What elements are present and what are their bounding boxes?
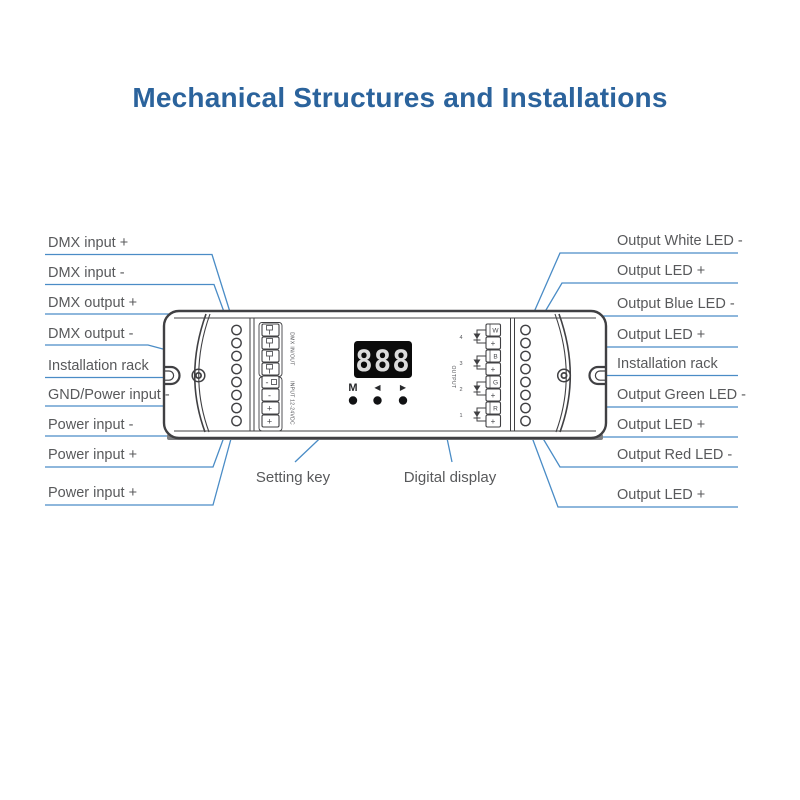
plus-glyph: + — [490, 339, 496, 348]
terminal-screw — [521, 390, 530, 399]
gnd-minus-glyph: - — [265, 377, 269, 388]
label-output-led-plus3: Output LED + — [617, 417, 706, 433]
left-arrow-key-button — [373, 396, 381, 404]
left-arrow-key-label: ◀ — [374, 383, 381, 392]
right-arrow-key-button — [399, 396, 407, 404]
output-label: OUTPUT — [450, 365, 456, 389]
terminal-screw — [521, 338, 530, 347]
page-title: Mechanical Structures and Installations — [132, 82, 668, 113]
terminal-screw — [232, 364, 241, 373]
terminal-screw — [232, 325, 241, 334]
digital-display — [354, 341, 412, 378]
terminal-screw — [521, 403, 530, 412]
channel-letter: W — [492, 327, 499, 335]
plus-glyph: + — [266, 403, 273, 414]
channel-number: 3 — [459, 361, 463, 367]
channel-letter: G — [492, 379, 499, 387]
terminal-screw — [232, 377, 241, 386]
label-dmx-output-minus: DMX output - — [48, 326, 134, 342]
terminal-screw — [232, 403, 241, 412]
label-output-red-led: Output Red LED - — [617, 447, 733, 463]
label-power-input-minus: Power input - — [48, 417, 134, 433]
plus-glyph: + — [490, 365, 496, 374]
label-dmx-input-plus: DMX input + — [48, 235, 129, 251]
label-power-input-plus1: Power input + — [48, 447, 138, 463]
label-output-white-led: Output White LED - — [617, 233, 743, 249]
terminal-screw — [521, 416, 530, 425]
label-installation-rack-left: Installation rack — [48, 358, 149, 374]
label-dmx-output-plus: DMX output + — [48, 295, 138, 311]
input-voltage-label: INPUT 12-24VDC — [288, 381, 295, 425]
label-setting-key: Setting key — [255, 469, 331, 486]
label-power-input-plus2: Power input + — [48, 485, 138, 501]
terminal-screw — [232, 390, 241, 399]
label-output-green-led: Output Green LED - — [617, 387, 746, 403]
menu-key-label: M — [348, 382, 358, 394]
label-digital-display: Digital display — [403, 469, 497, 486]
display-digits: 888 — [355, 344, 411, 378]
terminal-screw — [232, 351, 241, 360]
channel-number: 4 — [459, 335, 463, 341]
right-arrow-key-label: ▶ — [399, 383, 407, 392]
controller-device — [163, 311, 606, 440]
label-output-led-plus4: Output LED + — [617, 487, 706, 503]
channel-letter: B — [493, 353, 498, 361]
dmx-inout-label: DMX IN/OUT — [288, 332, 295, 366]
label-output-led-plus1: Output LED + — [617, 263, 706, 279]
terminal-screw — [521, 364, 530, 373]
plus-glyph: + — [490, 391, 496, 400]
terminal-screw — [521, 377, 530, 386]
channel-number: 2 — [459, 387, 463, 393]
terminal-screw — [521, 351, 530, 360]
label-dmx-input-minus: DMX input - — [48, 265, 125, 281]
plus-glyph: + — [266, 416, 273, 427]
menu-key-button — [349, 396, 357, 404]
label-gnd-power-input: GND/Power input - — [48, 387, 170, 403]
terminal-screw — [232, 338, 241, 347]
minus-glyph: - — [268, 390, 271, 401]
channel-letter: R — [493, 405, 498, 413]
label-output-blue-led: Output Blue LED - — [617, 296, 735, 312]
plus-glyph: + — [490, 417, 496, 426]
channel-number: 1 — [459, 413, 463, 419]
label-installation-rack-right: Installation rack — [617, 356, 718, 372]
terminal-screw — [232, 416, 241, 425]
label-output-led-plus2: Output LED + — [617, 327, 706, 343]
terminal-screw — [521, 325, 530, 334]
